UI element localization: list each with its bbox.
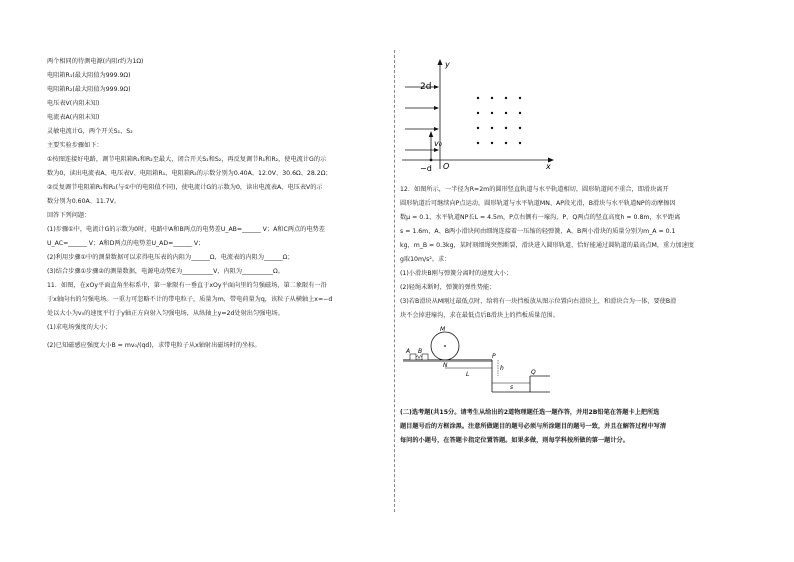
label-x: x (546, 162, 551, 171)
label-b: B (418, 348, 423, 355)
label-h: h (500, 365, 504, 372)
spring-icon (416, 356, 422, 359)
text-line: 电流表A(内阻未知) (47, 114, 100, 121)
label-s: s (510, 384, 514, 391)
label-q: Q (531, 369, 536, 376)
label-v0: v₀ (434, 139, 442, 148)
y-axis-arrow-icon (438, 59, 443, 65)
text-line: (2)已知磁感应强度大小B = mv₀/(qd)，求带电粒子从x轴射出磁场时的坐标。 (47, 342, 261, 349)
text-line: 电阻箱R₁(最大阻值为999.9Ω) (47, 72, 131, 79)
column-divider (394, 50, 395, 512)
label-n: N (443, 362, 448, 369)
text-line: ①按图连接好电路，调节电阻箱R₁和R₂至最大，闭合开关S₁和S₂，再反复调节R₁和R₂，使电流计G的示 (47, 156, 327, 163)
text-line: (2)利用步骤①中的测量数据可以求得电压表的内阻为______Ω，电流表的内阻为______Ω； (47, 254, 294, 261)
label-a: A (406, 348, 411, 355)
text-line: ②反复调节电阻箱R₁和R₂(与①中的电阻值不同)，使电流计G的示数为0，读出电流表A、电压表V的示 (47, 184, 323, 191)
text-line: 数为0，读出电流表A、电压表V、电阻箱R₁、电阻箱R₂的示数分别为0.40A、12.0V、30.6Ω、28.2Ω； (47, 170, 332, 177)
text-line: (3)结合步骤①步骤②的测量数据，电源电动势E为__________V，内阻为__________Ω。 (47, 268, 284, 275)
block-b (422, 354, 428, 360)
label-y: y (445, 60, 450, 69)
text-line: U_AC=______ V；A和D两点的电势差U_AD=______ V； (47, 240, 205, 247)
text-line: 处以大小为v₀的速度平行于y轴正方向射入匀强电场，从纵轴上y=2d处射出匀强电场。 (47, 310, 284, 317)
label-p: P (492, 353, 496, 360)
label-l: L (466, 371, 470, 378)
section-line: 题目题号后的方框涂黑。注意所做题目的题号必须与所涂题目的题号一致，并且在解答过程中写清 (400, 423, 667, 430)
block-a (410, 354, 416, 360)
text-line: 回答下列问题： (47, 212, 91, 219)
velocity-arrowhead-icon (429, 131, 433, 137)
text-line: 块不会掉进壕沟，求在最低点后B滑块上的挡板质量范围。 (400, 312, 559, 319)
text-line: 电压表V(内阻未知) (47, 100, 100, 107)
text-line: 主要实验步骤如下： (47, 142, 103, 149)
text-line: (1)求电场强度的大小； (47, 324, 112, 331)
text-line: 于x轴向右的匀强电场。一重力可忽略不计的带电粒子，质量为m，带电荷量为q，该粒子从横轴上x=−d (47, 296, 333, 303)
text-line: 电阻箱R₂(最大阻值为999.9Ω) (47, 86, 131, 93)
left-column (47, 57, 387, 350)
text-line: 圆形轨道后可继续向P点运动，圆形轨道与水平轨道MN、AP段光滑，B滑块与水平轨道NP的动摩擦因 (400, 200, 676, 207)
text-line: s = 1.6m，A、B两小滑块间由细绳连接着一压缩的轻弹簧，A、B两小滑块的质量分别为m_A = 0.1 (400, 228, 676, 235)
text-line: (1)步骤①中，电流计G的示数为0时，电路中A和B两点的电势差U_AB=______ V；A和C两点的电势差 (47, 226, 325, 233)
magnetic-field-dots (477, 97, 521, 144)
particle-dot (430, 159, 433, 162)
label-2d: 2d (420, 82, 432, 92)
text-line: 11．如图，在xOy平面直角坐标系中，第一象限有一垂直于xOy平面向里的匀强磁场，第二象限有一沿 (47, 282, 327, 289)
label-m: M (440, 326, 446, 333)
label-origin: O (443, 162, 450, 171)
text-line: 12．如图所示，一半径为R=2m的圆形竖直轨道与水平轨道相切，圆形轨道间不重合，即滑块离开 (400, 186, 669, 193)
track-diagram (400, 326, 560, 402)
circle-center-dot (444, 345, 446, 347)
text-line: 数分别为0.60A、11.7V。 (47, 198, 121, 205)
section-line: (二)选考题(共15分。请考生从给出的2道物理题任选一题作答，并用2B铅笔在答题卡上把所选 (400, 409, 660, 416)
section-line: 每问的小题号，在答题卡指定位置答题。如果多做，则每学科按所做的第一题计分。 (400, 437, 629, 444)
text-line: (3)若B滑块从M刚过最低点时，给将有一块挡板放从图示位置向右滑块上，和滑块合为一体，要使B滑 (400, 298, 677, 305)
text-line: (1)小滑块B刚与弹簧分离时的速度大小； (400, 270, 513, 277)
text-line: 数μ = 0.1，水平轨道NP长L = 4.5m，P点右侧有一壕沟，P、Q两点的竖直高度h = 0.8m，水平距离 (400, 214, 681, 221)
text-line: g取10m/s²。求： (400, 256, 451, 263)
text-line: 灵敏电流计G，两个开关S₁、S₂ (47, 128, 133, 135)
text-line: (2)轻绳未断时，弹簧的弹性势能； (400, 284, 496, 291)
right-column (400, 57, 752, 445)
field-diagram (400, 57, 560, 177)
label-neg-d: −d (420, 164, 432, 173)
text-line: 两个相同的待测电源(内阻r约为1Ω) (47, 58, 144, 65)
text-line: kg，m_B = 0.3kg，某时刻细绳突然断裂，滑块进入圆形轨道，恰好能通过圆轨道的最高点M，重力加速度 (400, 242, 694, 249)
